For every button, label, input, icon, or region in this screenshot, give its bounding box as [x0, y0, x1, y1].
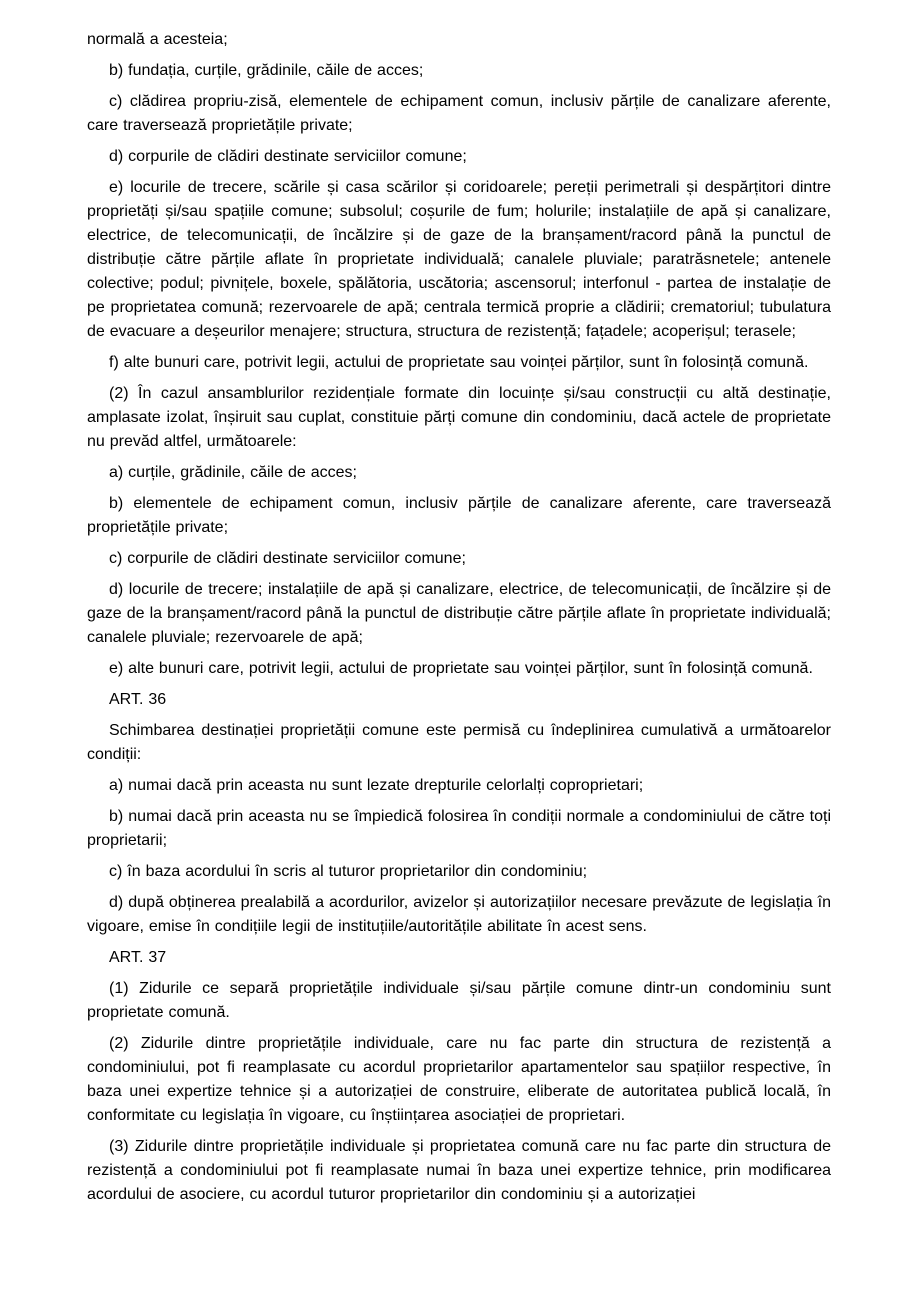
- paragraph-alin-2: (2) Zidurile dintre proprietățile individuale, care nu fac parte din structura de rezistență a condominiului, pot fi reamplasate cu acordul proprietarilor apartamentelor sau spațiilor respective, în baza unei expertize tehnice și a autorizației de construire, eliberate de autoritatea publică locală, în conformitate cu legislația în vigoare, cu înștiințarea asociației de proprietari.: [87, 1035, 831, 1124]
- paragraph-alin-3: (3) Zidurile dintre proprietățile individuale și proprietatea comună care nu fac parte din structura de rezistență a condominiului pot fi reamplasate numai în baza unei expertize tehnice, prin modificarea acordului de asociere, cu acordul tuturor proprietarilor din condominiu și a autorizației: [87, 1138, 831, 1203]
- list-item-b: b) fundația, curțile, grădinile, căile de acces;: [109, 62, 424, 79]
- paragraph-alin-1: (1) Zidurile ce separă proprietățile individuale și/sau părțile comune dintr-un condominiu sunt proprietate comună.: [87, 980, 831, 1021]
- list-item-c: c) clădirea propriu-zisă, elementele de echipament comun, inclusiv părțile de canalizare aferente, care traversează proprietățile private;: [87, 93, 831, 134]
- paragraph-alin-2: (2) În cazul ansamblurilor rezidențiale formate din locuințe și/sau construcții cu altă destinație, amplasate izolat, înșiruit sau cuplat, constituie părți comune din condominiu, dacă actele de proprietate nu prevăd altfel, următoarele:: [87, 385, 831, 450]
- paragraph: Schimbarea destinației proprietății comune este permisă cu îndeplinirea cumulativă a următoarelor condiții:: [87, 722, 831, 763]
- list-item-c: c) corpurile de clădiri destinate serviciilor comune;: [109, 550, 466, 567]
- list-item-e: e) alte bunuri care, potrivit legii, actului de proprietate sau voinței părților, sunt în folosință comună.: [109, 660, 813, 677]
- list-item-e: e) locurile de trecere, scările și casa scărilor și coridoarele; pereții perimetrali și despărțitori dintre proprietăți și/sau spațiile comune; subsolul; coșurile de fum; holurile; instalațiile de apă și canalizare, electrice, de telecomunicații, de încălzire și de gaze de la branșament/racord până la punctul de distribuție către părțile aflate în proprietate individuală; canalele pluviale; paratrăsnetele; antenele colective; podul; pivnițele, boxele, spălătoria, uscătoria; ascensorul; interfonul - partea de instalație de pe proprietatea comună; rezervoarele de apă; centrala termică proprie a clădirii; crematoriul; tubulatura de evacuare a deșeurilor menajere; structura, structura de rezistență; fațadele; acoperișul; terasele;: [87, 179, 831, 340]
- list-item-b: b) numai dacă prin aceasta nu se împiedică folosirea în condiții normale a condominiului de către toți proprietarii;: [87, 808, 831, 849]
- list-item-b: b) elementele de echipament comun, inclusiv părțile de canalizare aferente, care traversează proprietățile private;: [87, 495, 831, 536]
- paragraph: normală a acesteia;: [87, 31, 228, 48]
- list-item-c: c) în baza acordului în scris al tuturor proprietarilor din condominiu;: [109, 863, 588, 880]
- list-item-d: d) locurile de trecere; instalațiile de apă și canalizare, electrice, de telecomunicații, de încălzire și de gaze de la branșament/racord până la punctul de distribuție către părțile aflate în proprietate individuală; canalele pluviale; rezervoarele de apă;: [87, 581, 831, 646]
- list-item-a: a) numai dacă prin aceasta nu sunt lezate drepturile celorlalți coproprietari;: [109, 777, 644, 794]
- list-item-d: d) corpurile de clădiri destinate serviciilor comune;: [109, 148, 467, 165]
- list-item-a: a) curțile, grădinile, căile de acces;: [109, 464, 357, 481]
- list-item-d: d) după obținerea prealabilă a acordurilor, avizelor și autorizațiilor necesare prevăzute de legislația în vigoare, emise în condițiile legii de instituțiile/autoritățile abilitate în acest sens.: [87, 894, 831, 935]
- article-heading-37: ART. 37: [109, 949, 167, 966]
- article-heading-36: ART. 36: [109, 691, 167, 708]
- list-item-f: f) alte bunuri care, potrivit legii, actului de proprietate sau voinței părților, sunt în folosință comună.: [109, 354, 809, 371]
